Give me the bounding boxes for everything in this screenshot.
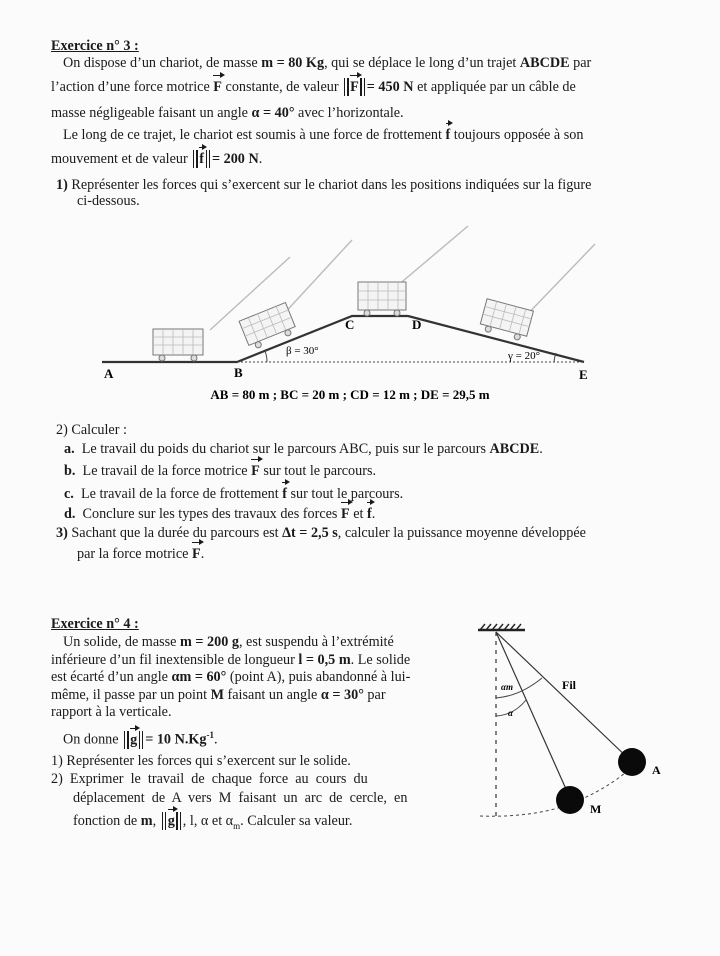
ex3-question-1-cont: ci-dessous.: [77, 193, 140, 209]
ex4-pendulum-figure: [470, 618, 680, 830]
label-C: C: [345, 317, 355, 332]
ex3-paragraph-line-1: On dispose d’un chariot, de masse m = 80 Kg, qui se déplace le long d’un trajet ABCDE par: [63, 55, 592, 71]
ex3-paragraph-line-2: l’action d’une force motrice F constante, de valeur F = 450 N et appliquée par un câble de: [51, 79, 576, 95]
ex3-question-2: 2) Calculer :: [56, 422, 127, 438]
label-fil: Fil: [562, 678, 576, 692]
ex3-track-figure: [90, 222, 610, 404]
ex3-question-3: 3) Sachant que la durée du parcours est Δt = 2,5 s, calculer la puissance moyenne développée: [56, 525, 586, 541]
ex3-question-3-cont: par la force motrice F.: [77, 546, 205, 562]
ex4-line-6: On donne g = 10 $N.Kg^{-1}$.: [63, 730, 218, 748]
ex4-question-2-cont-1: déplacement de A vers M faisant un arc de cercle, en: [73, 790, 408, 806]
ex3-paragraph-line-3: masse négligeable faisant un angle α = 40° avec l’horizontale.: [51, 105, 404, 121]
ex4-question-2: 2) Exprimer le travail de chaque force au cours du: [51, 771, 368, 787]
cart-CD: [358, 282, 406, 316]
label-D: D: [412, 317, 422, 332]
label-A-pendulum: A: [652, 763, 661, 777]
label-gamma: γ = 20°: [508, 350, 540, 362]
ex3-question-2b: b. Le travail de la force motrice F sur tout le parcours.: [64, 463, 377, 479]
beta-arc: [265, 351, 267, 362]
mass-at-M: [556, 786, 584, 814]
ex3-question-1: 1) Représenter les forces qui s’exercent sur le chariot dans les positions indiquées sur la figure: [56, 177, 592, 193]
thread-to-A: [496, 632, 632, 762]
ex4-question-1: 1) Représenter les forces qui s’exercent sur le solide.: [51, 753, 351, 769]
cart-AB: [153, 329, 203, 361]
label-beta: β = 30°: [286, 345, 319, 357]
exercise-3-title: Exercice n° 3 :: [51, 38, 139, 54]
ex4-line-4: même, il passe par un point M faisant un angle α = 30° par: [51, 687, 386, 703]
figure-caption: AB = 80 m ; BC = 20 m ; CD = 12 m ; DE = 29,5 m: [210, 387, 490, 402]
cart-BC: [239, 303, 297, 351]
ex3-question-2d: d. Conclure sur les types des travaux des forces F et f.: [64, 506, 376, 522]
label-E: E: [579, 367, 588, 382]
ex4-line-1: Un solide, de masse m = 200 g, est suspendu à l’extrémité: [63, 634, 394, 650]
label-M-pendulum: M: [590, 802, 602, 816]
ex4-line-2: inférieure d’un fil inextensible de longueur l = 0,5 m. Le solide: [51, 652, 411, 668]
mass-at-A: [618, 748, 646, 776]
label-A: A: [104, 366, 114, 381]
ex4-question-2-cont-2: fonction de m, g , l, α et $\alpha_m$. Calculer sa valeur.: [73, 813, 353, 831]
ex3-paragraph-line-4: Le long de ce trajet, le chariot est soumis à une force de frottement f toujours opposée à son: [63, 127, 584, 143]
ex3-question-2a: a. Le travail du poids du chariot sur le parcours ABC, puis sur le parcours ABCDE.: [64, 441, 543, 457]
ex4-line-5: rapport à la verticale.: [51, 704, 172, 720]
exercise-4-title: Exercice n° 4 :: [51, 616, 139, 632]
ex3-question-2c: c. Le travail de la force de frottement f sur tout le parcours.: [64, 486, 404, 502]
ex4-line-3: est écarté d’un angle αm = 60° (point A), puis abandonné à lui-: [51, 669, 411, 685]
trajectory-arc: [480, 764, 635, 816]
label-B: B: [234, 365, 243, 380]
label-alpha-m: αm: [501, 682, 513, 692]
ex3-paragraph-line-5: mouvement et de valeur f = 200 N.: [51, 151, 263, 167]
cable-2: [280, 240, 352, 318]
label-alpha: α: [508, 708, 513, 718]
